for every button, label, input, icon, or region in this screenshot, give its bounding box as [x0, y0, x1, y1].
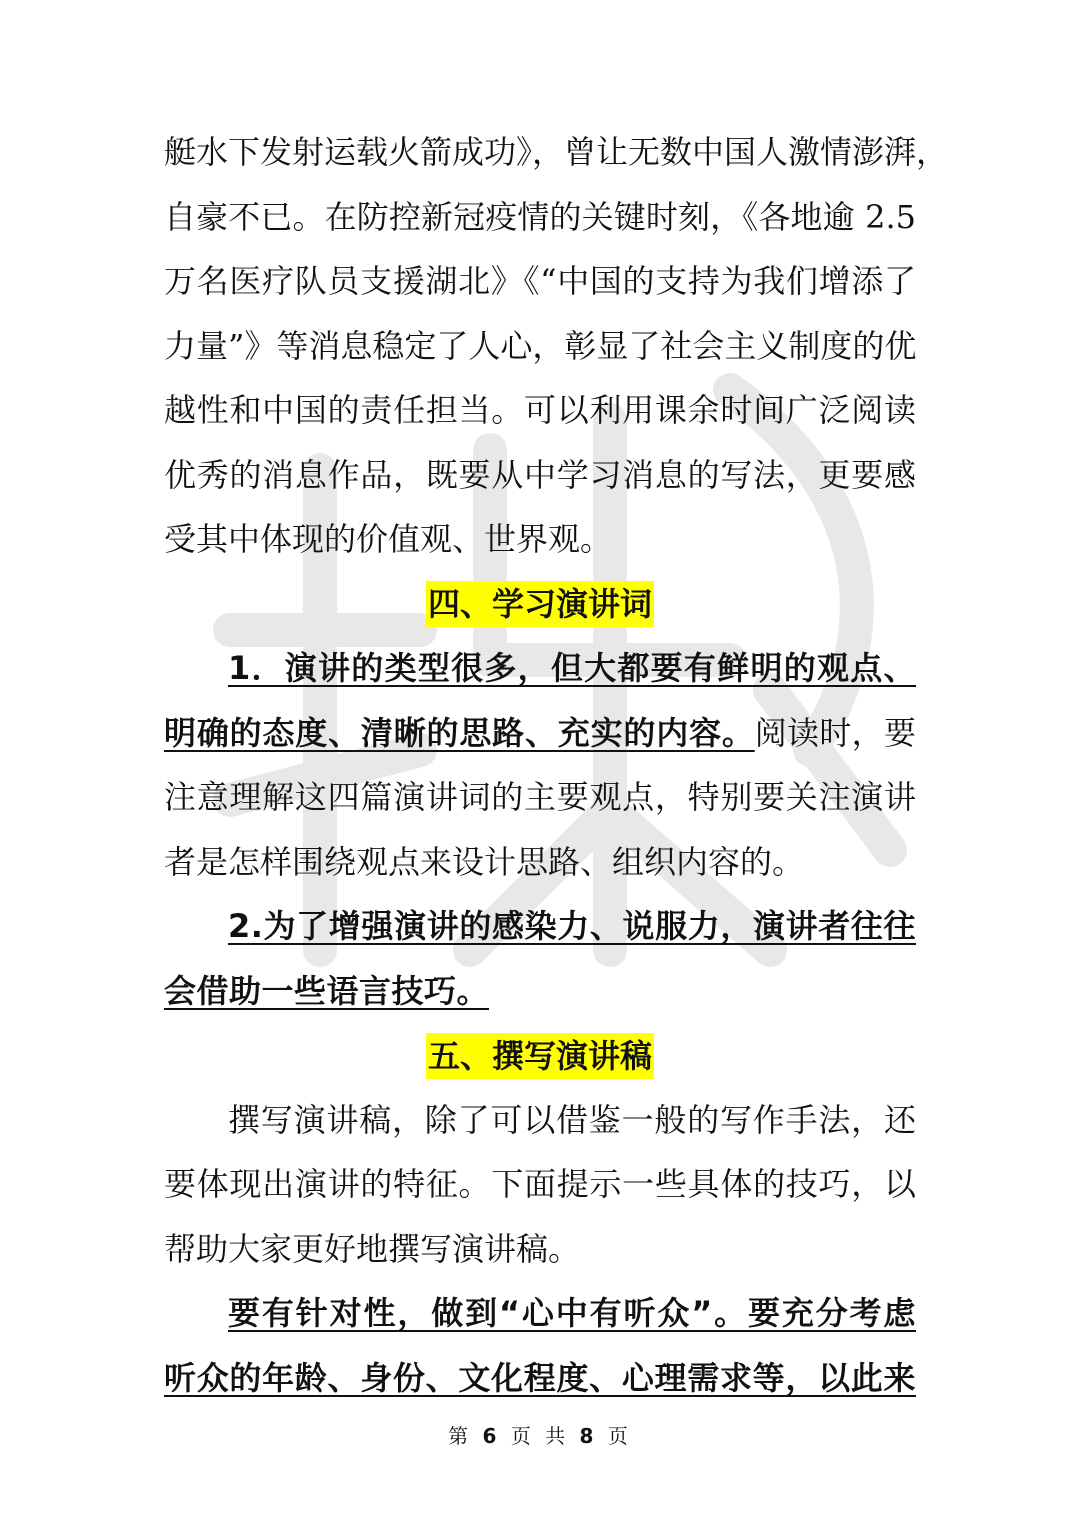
- underlined-bold-text: 要有针对性，做到“心中有听众”。要充分考虑: [228, 1294, 916, 1332]
- section-heading-text: 五、撰写演讲稿: [426, 1033, 654, 1079]
- current-page-number: 6: [482, 1424, 501, 1448]
- paragraph-line: 自豪不已。在防控新冠疫情的关键时刻，《各地逾 2.5: [164, 197, 916, 236]
- section-heading-4: [164, 572, 916, 637]
- paragraph-line: 万名医疗队员支援湖北》《“中国的支持为我们增添了: [164, 262, 916, 300]
- paragraph-line: 优秀的消息作品，既要从中学习消息的写法，更要感: [164, 455, 916, 494]
- document-page: [164, 120, 949, 1410]
- paragraph-line: 越性和中国的责任担当。可以利用课余时间广泛阅读: [164, 391, 916, 429]
- section-heading-text: 四、学习演讲词: [426, 581, 654, 627]
- paragraph-line: 者是怎样围绕观点来设计思路、组织内容的。: [164, 842, 805, 881]
- paragraph-line: 要体现出演讲的特征。下面提示一些具体的技巧，以: [164, 1165, 916, 1203]
- item1-line2: [164, 701, 916, 766]
- p6-line1: [164, 1281, 916, 1346]
- paragraph-line: 受其中体现的价值观、世界观。: [164, 520, 613, 558]
- item1-line1: [164, 636, 916, 701]
- underlined-bold-text: 2.为了增强演讲的感染力、说服力，演讲者往往: [228, 907, 916, 945]
- paragraph-line: 艇水下发射运载火箭成功》，曾让无数中国人激情澎湃，: [164, 133, 949, 171]
- underlined-bold-text: 明确的态度、清晰的思路、充实的内容。: [164, 713, 755, 752]
- paragraph-line: 撰写演讲稿，除了可以借鉴一般的写作手法，还: [228, 1100, 916, 1139]
- underlined-bold-text: 1．演讲的类型很多，但大都要有鲜明的观点、: [228, 649, 916, 687]
- plain-text: 阅读时，要: [754, 713, 916, 752]
- p6-line2: [164, 1346, 916, 1411]
- underlined-bold-text: 听众的年龄、身份、文化程度、心理需求等，以此来: [164, 1358, 916, 1397]
- item2-line1: [164, 894, 916, 959]
- page-footer: [0, 1420, 1080, 1449]
- paragraph-line: 帮助大家更好地撰写演讲稿。: [164, 1229, 581, 1268]
- section-heading-5: [164, 1023, 916, 1088]
- footer-middle: 页 共: [510, 1424, 570, 1448]
- paragraph-line: 力量”》等消息稳定了人心，彰显了社会主义制度的优: [164, 326, 917, 365]
- total-page-number: 8: [579, 1424, 598, 1448]
- underlined-bold-text: 会借助一些语言技巧。: [164, 971, 490, 1010]
- paragraph-line: 注意理解这四篇演讲词的主要观点，特别要关注演讲: [164, 778, 916, 816]
- item2-line2: [164, 959, 916, 1024]
- footer-prefix: 第: [448, 1424, 473, 1448]
- footer-suffix: 页: [607, 1424, 632, 1448]
